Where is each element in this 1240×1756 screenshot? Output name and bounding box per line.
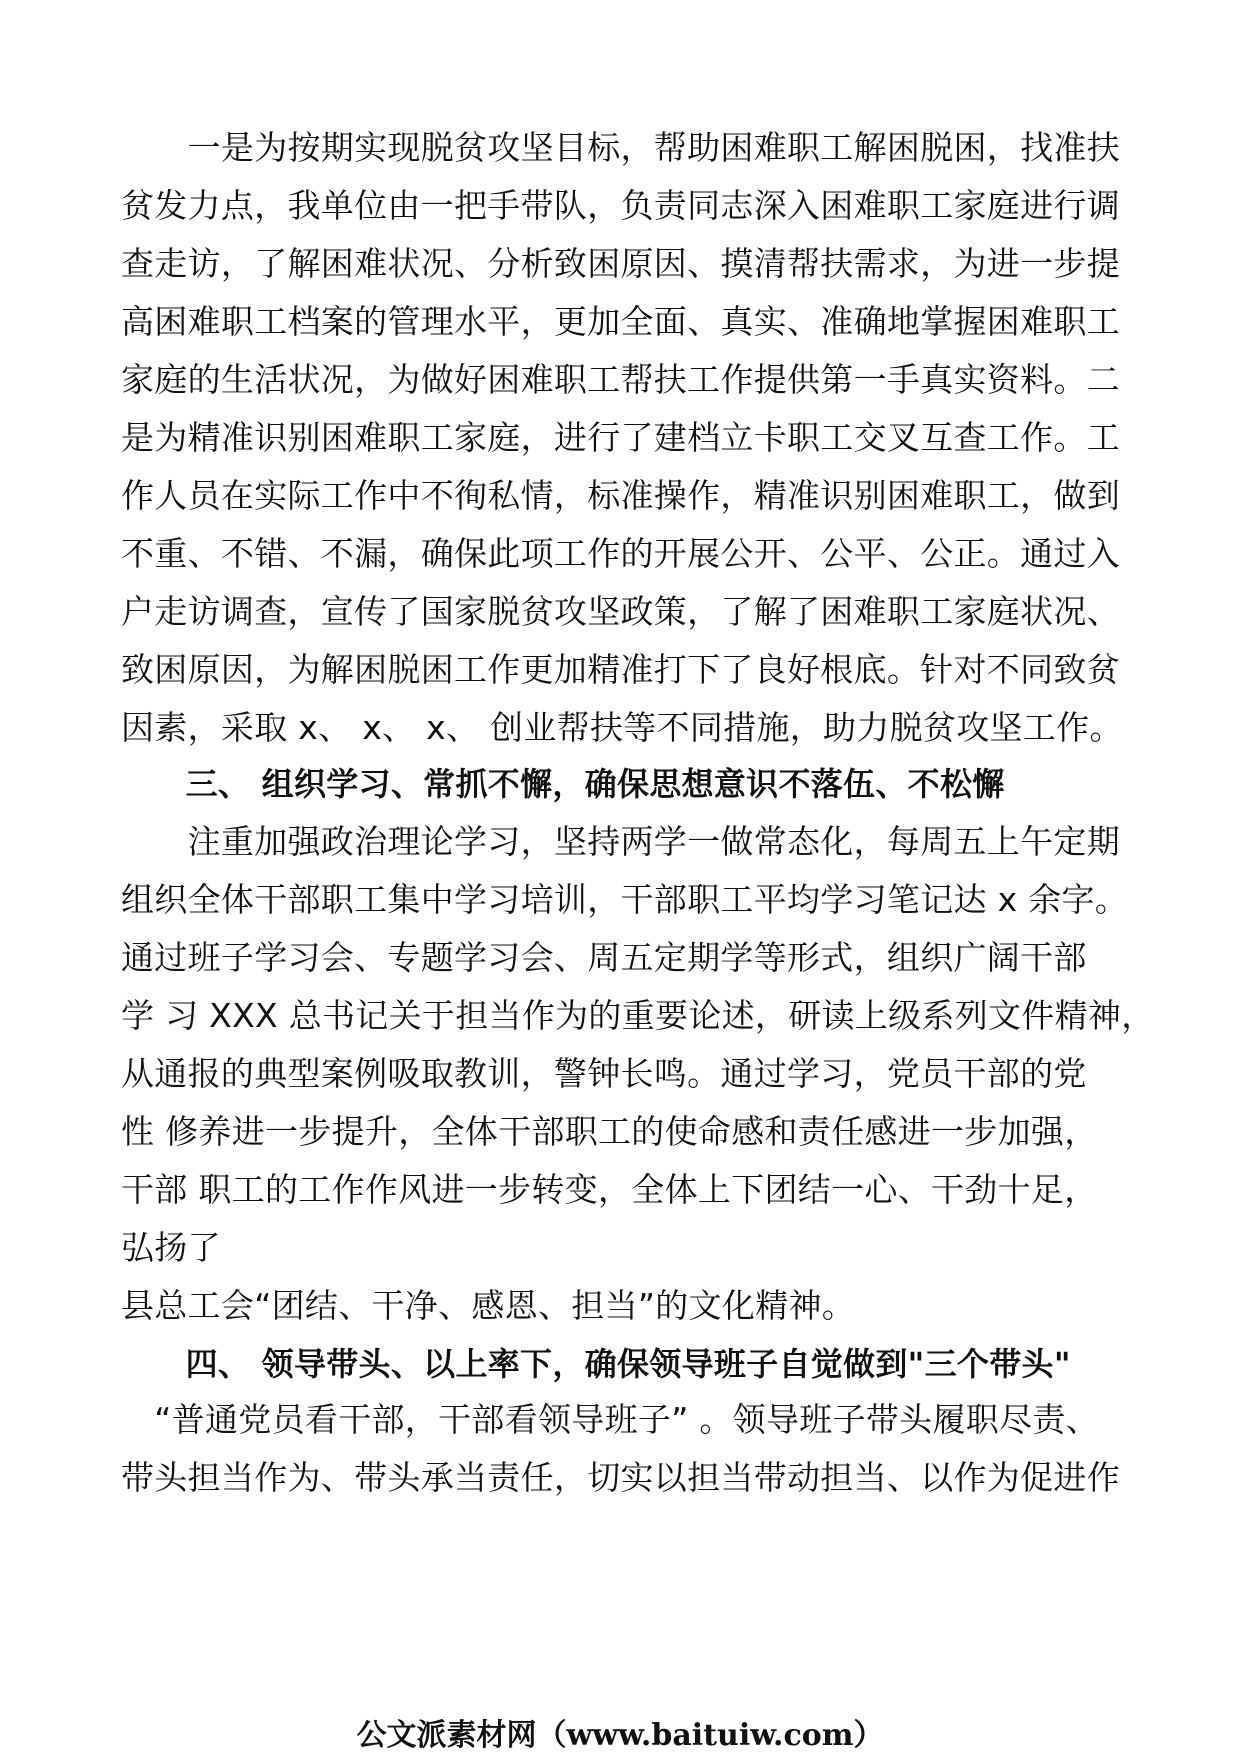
paragraph-line: 高困难职工档案的管理水平，更加全面、真实、准确地掌握困难职工 <box>121 302 1120 341</box>
paragraph-line: 查走访，了解困难状况、分析致困原因、摸清帮扶需求，为进一步提 <box>121 244 1120 283</box>
footer-watermark: 公文派素材网（www.baituiw.com） <box>356 1718 884 1753</box>
paragraph-line: 从通报的典型案例吸取教训，警钟长鸣。通过学习，党员干部的党 <box>121 1054 1087 1093</box>
paragraph-line: 不重、不错、不漏，确保此项工作的开展公开、公平、公正。通过入 <box>121 534 1120 573</box>
paragraph-line: 是为精准识别困难职工家庭，进行了建档立卡职工交叉互查工作。工 <box>121 418 1120 457</box>
paragraph-line: 贫发力点，我单位由一把手带队，负责同志深入困难职工家庭进行调 <box>121 186 1120 225</box>
paragraph-line: 带头担当作为、带头承当责任，切实以担当带动担当、以作为促进作 <box>121 1458 1120 1497</box>
paragraph-line: 户走访调查，宣传了国家脱贫攻坚政策，了解了困难职工家庭状况、 <box>121 592 1120 631</box>
paragraph-line: 学 习 XXX 总书记关于担当作为的重要论述，研读上级系列文件精神， <box>121 996 1155 1035</box>
paragraph-line: “普通党员看干部，干部看领导班子” 。领导班子带头履职尽责、 <box>121 1400 1099 1439</box>
paragraph-line: 性 修养进一步提升，全体干部职工的使命感和责任感进一步加强， <box>121 1112 1098 1151</box>
paragraph-line: 组织全体干部职工集中学习培训，干部职工平均学习笔记达 x 余字。 <box>121 880 1129 919</box>
paragraph-line: 作人员在实际工作中不徇私情，标准操作，精准识别困难职工，做到 <box>121 476 1120 515</box>
paragraph-line: 因素，采取 x、 x、 x、 创业帮扶等不同措施，助力脱贫攻坚工作。 <box>121 708 1123 747</box>
paragraph-line: 弘扬了 <box>121 1228 221 1267</box>
paragraph-line: 致困原因，为解困脱困工作更加精准打下了良好根底。针对不同致贫 <box>121 650 1120 689</box>
paragraph-line: 通过班子学习会、专题学习会、周五定期学等形式，组织广阔干部 <box>121 938 1087 977</box>
paragraph-line: 一是为按期实现脱贫攻坚目标，帮助困难职工解困脱困，找准扶 <box>121 128 1120 167</box>
section-heading-4: 四、 领导带头、以上率下，确保领导班子自觉做到"三个带头" <box>121 1345 1071 1383</box>
paragraph-line: 干部 职工的工作作风进一步转变，全体上下团结一心、干劲十足， <box>121 1170 1098 1209</box>
paragraph-line: 县总工会“团结、干净、感恩、担当”的文化精神。 <box>121 1286 856 1325</box>
section-heading-3: 三、 组织学习、常抓不懈，确保思想意识不落伍、不松懈 <box>121 765 1005 803</box>
paragraph-line: 注重加强政治理论学习，坚持两学一做常态化，每周五上午定期 <box>121 822 1120 861</box>
paragraph-line: 家庭的生活状况，为做好困难职工帮扶工作提供第一手真实资料。二 <box>121 360 1120 399</box>
